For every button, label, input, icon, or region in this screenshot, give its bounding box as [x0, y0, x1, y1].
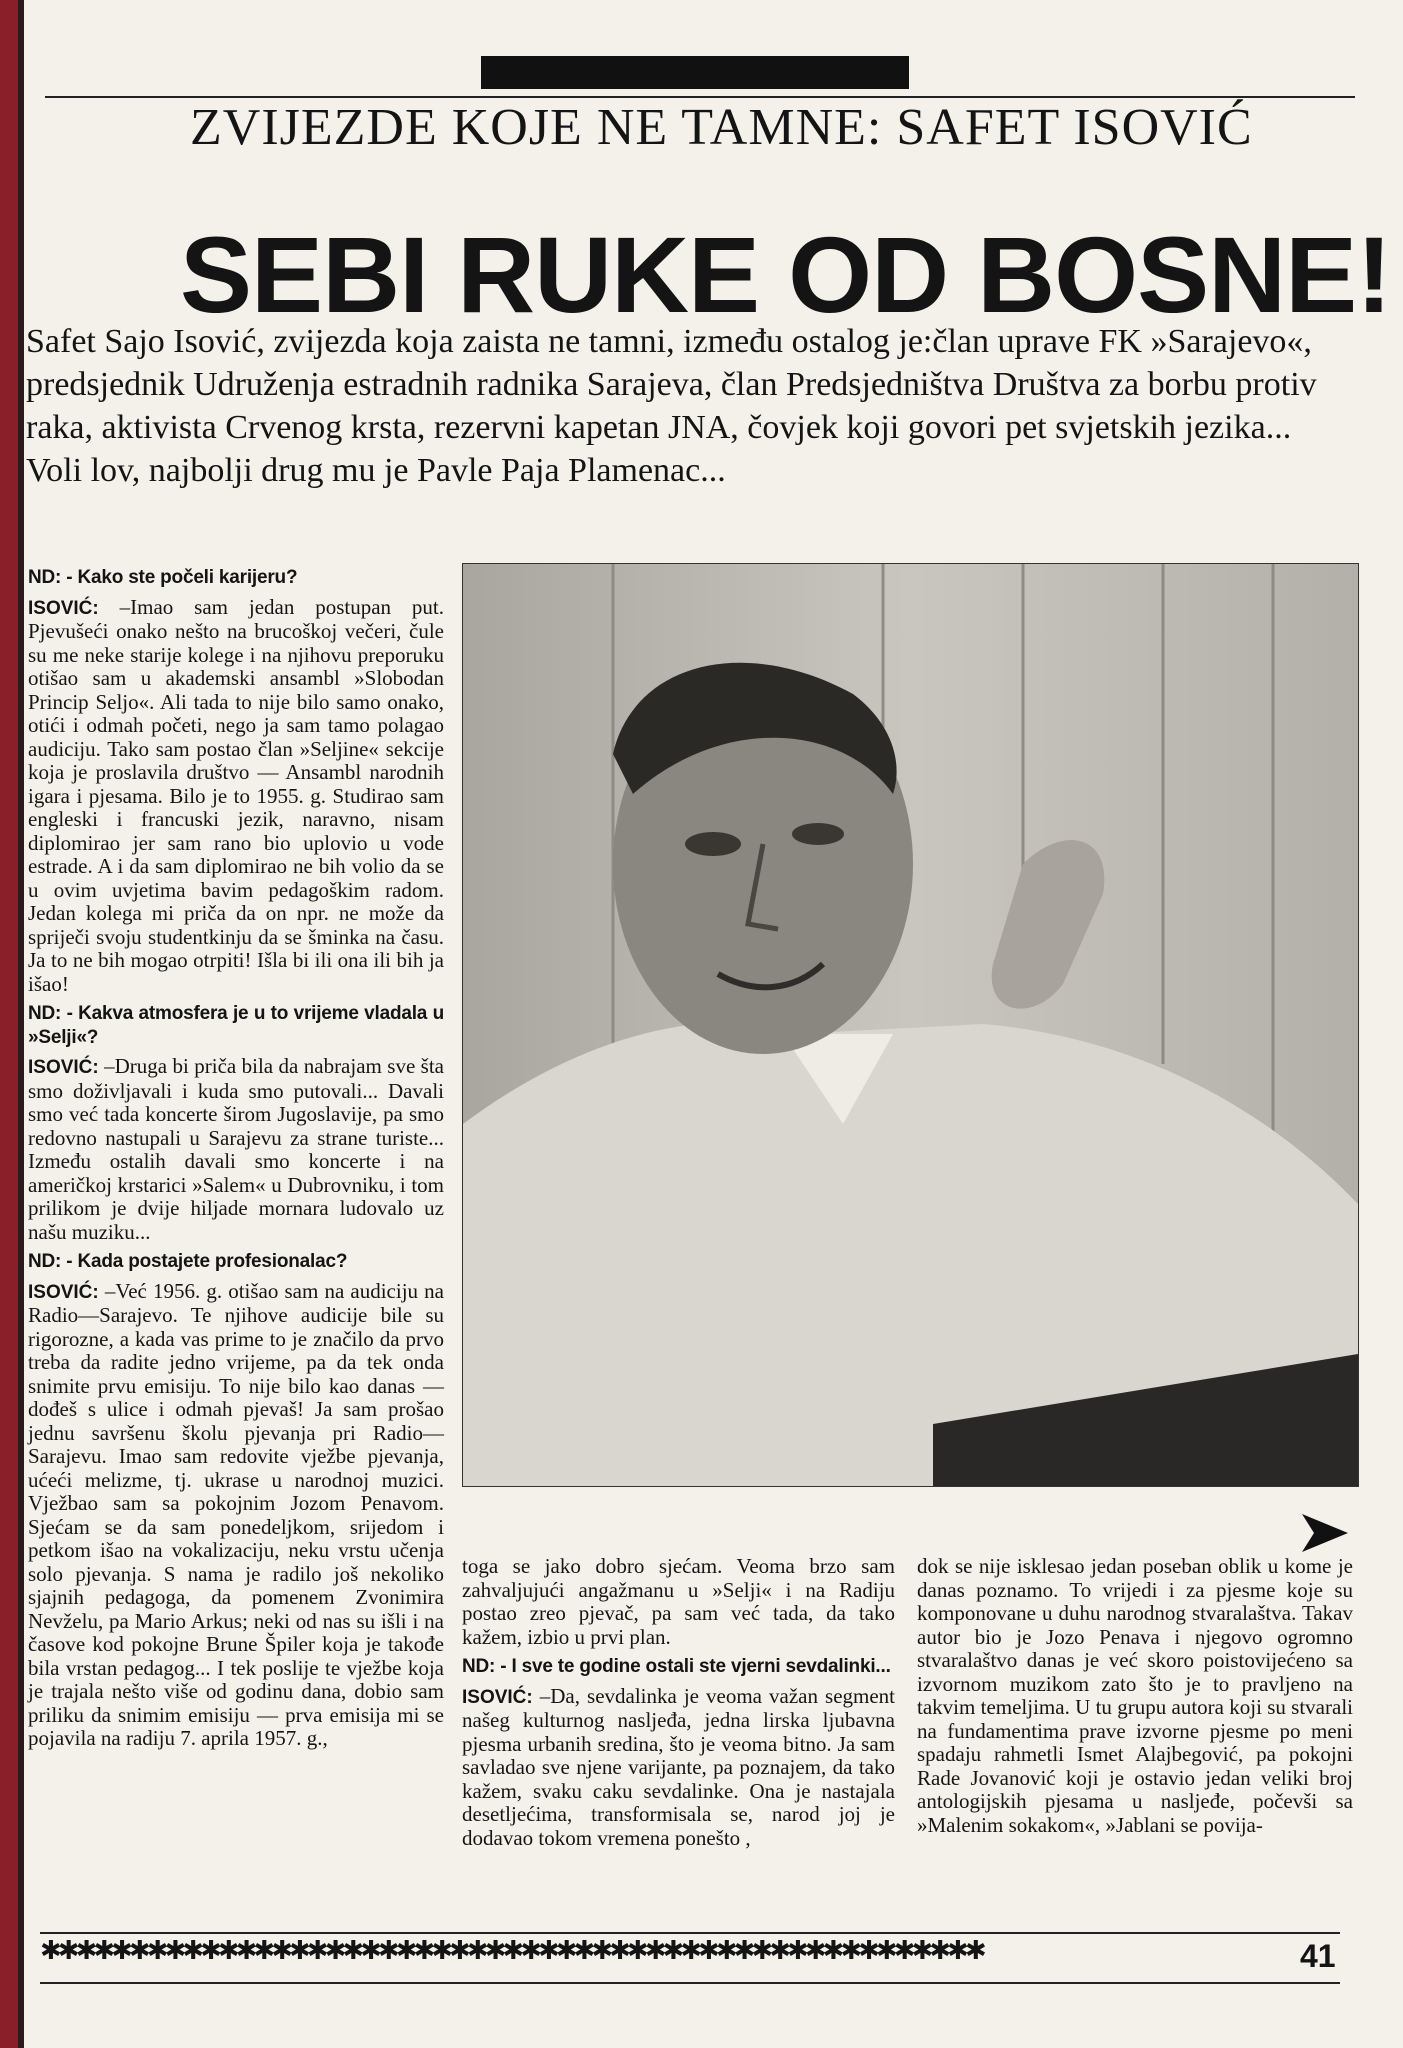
question-2: ND: - Kakva atmosfera je u to vrijeme vladala u »Selji«? [28, 1003, 444, 1048]
section-bar [481, 56, 909, 89]
answer-1 [28, 596, 444, 997]
question-3: ND: - Kada postajete profesionalac? [28, 1251, 348, 1272]
speaker-label: ISOVIĆ: [28, 1057, 99, 1078]
paragraph: dok se nije isklesao jedan poseban oblik u kome je danas poznamo. To vrijedi i za pjesme koje su komponovane u duhu narodnog stvaralaštva. Takav autor bio je Jozo Penava i njegovo ogromno stvaralaštvo danas je već skoro poistovijećeno sa izvornom muzikom zato što je to pravljeno na takvim temeljima. U tu grupu autora koji su stvarali na fundamentima prave izvorne pjesme po meni spadaju rahmetli Ismet Alajbegović, pa pokojni Rade Jovanović koji je ostavio jedan veliki broj antologijskih pjesama u nasljeđe, počevši sa »Malenim sokakom«, »Jablani se povija- [917, 1554, 1353, 1837]
column-2 [462, 1555, 895, 1856]
headline: SEBI RUKE OD BOSNE! [180, 214, 1392, 335]
footer-rule-bottom [40, 1982, 1340, 1984]
question-1: ND: - Kako ste počeli karijeru? [28, 567, 298, 588]
intro-paragraph: Safet Sajo Isović, zvijezda koja zaista ne tamni, između ostalog je:član uprave FK »Sarajevo«, predsjednik Udruženja estradnih radnika Sarajeva, član Predsjedništva Društva za borbu protiv raka, aktivista Crvenog krsta, rezervni kapetan JNA, čovjek koji govori pet svjetskih jezika... [26, 323, 1317, 446]
kicker-title: ZVIJEZDE KOJE NE TAMNE: SAFET ISOVIĆ [190, 99, 1253, 156]
answer-3-text: –Već 1956. g. otišao sam na audiciju na Radio—Sarajevo. Te njihove audicije bile su rigorozne, a kada vas prime to je značilo da prvo treba da radite jedno vrijeme, pa da tek onda snimite prvu emisiju. To nije bilo kao danas — dođeš s ulice i odmah pjevaš! Ja sam prošao jednu savršenu školu pjevanja pri Radio—Sarajevu. Imao sam redovite vježbe pjevanja, ućeći melizme, tj. ukrase u narodnoj muzici. Vježbao sam sa pokojnim Jozom Penavom. Sjećam se da sam ponedeljkom, srijedom i petkom išao na vokalizaciju, neku vrstu učenja solo pjevanja. S nama je radilo još nekoliko sjajnih pedagoga, da pomenem Zvonimira Nevželu, pa Mario Arkus; neki od nas su išli i na časove kod pokojne Brune Špiler koja je takođe bila vrstan pedagog... I tek poslije te vježbe koja je trajala nešto više od godinu dana, dobio sam priliku da snimim emisiju — prva emisija mi se pojavila na radiju 7. aprila 1957. g., [28, 1278, 444, 1750]
continue-arrow-icon [1300, 1510, 1350, 1556]
answer-1-text: –Imao sam jedan postupan put. Pjevušeći onako nešto na brucoškoj večeri, čule su me neke starije kolege i na njihovu preporuku otišao sam u akademski ansambl »Slobodan Princip Seljo«. Ali tada to nije bilo samo onako, otići i odmah početi, nego ja sam tamo polagao audiciju. Tako sam postao član »Seljine« sekcije koja je proslavila društvo — Ansambl narodnih igara i pjesama. Bilo je to 1955. g. Studirao sam engleski i francuski jezik, naravno, nisam diplomirao jer sam rano bio uplovio u vode estrade. A i da sam diplomirao ne bih volio da se u ovim uvjetima bavim pedagoškim radom. Jedan kolega mi priča da on npr. ne može da spriječi svoju studentkinju da se šminka na času. Ja to ne bih mogao otrpiti! Išla bi ili ona ili bih ja išao! [28, 594, 445, 996]
page-number: 41 [1300, 1938, 1336, 1974]
intro-paragraph-2: Voli lov, najbolji drug mu je Pavle Paja Plamenac... [26, 452, 726, 489]
speaker-label: ISOVIĆ: [462, 1686, 533, 1708]
question-4: ND: - I sve te godine ostali ste vjerni sevdalinki... [462, 1656, 891, 1677]
binding-spine [0, 0, 18, 2048]
column-1 [28, 566, 444, 1757]
answer-3 [28, 1280, 444, 1751]
speaker-label: ISOVIĆ: [28, 1281, 99, 1303]
intro-lead [26, 320, 1356, 492]
portrait-photo [462, 563, 1359, 1487]
footer-rule [40, 1932, 1340, 1934]
paragraph: toga se jako dobro sjećam. Veoma brzo sam zahvaljujući angažmanu u »Selji« i na Radiju postao zreo pjevač, pa sam već tada, da tako kažem, izbio u prvi plan. [462, 1554, 895, 1649]
answer-2 [28, 1055, 444, 1244]
column-3 [917, 1555, 1353, 1843]
speaker-label: ISOVIĆ: [28, 597, 99, 619]
answer-4-text: –Da, sevdalinka je veoma važan segment našeg kulturnog nasljeđa, jedna lirska ljubavna pjesma urbanih sredina, što je veoma bitno. Ja sam savladao sve njene varijante, pa poznajem, da tako kažem, svaku caku sevdalinke. Ona je nastajala desetljećima, transformisala se, narod joj je dodavao tokom vremena ponešto , [462, 1683, 895, 1850]
binding-shadow [18, 0, 24, 2048]
answer-4 [462, 1685, 895, 1851]
portrait-illustration [463, 564, 1358, 1486]
footer-ornament: ✱✱✱✱✱✱✱✱✱✱✱✱✱✱✱✱✱✱✱✱✱✱✱✱✱✱✱✱✱✱✱✱✱✱✱✱✱✱✱✱✱✱✱✱✱✱✱✱✱✱✱✱✱ [40, 1936, 983, 1966]
answer-2-text: –Druga bi priča bila da nabrajam sve šta smo doživljavali i kuda smo putovali... Davali smo već tada koncerte širom Jugoslavije, pa smo redovno nastupali u Sarajevu za strane turiste... Između ostalih davali smo koncerte i na američkoj krstarici »Salem« u Dubrovniku, i tom prilikom je dvije hiljade mornara ludovalo uz našu muziku... [28, 1054, 444, 1244]
